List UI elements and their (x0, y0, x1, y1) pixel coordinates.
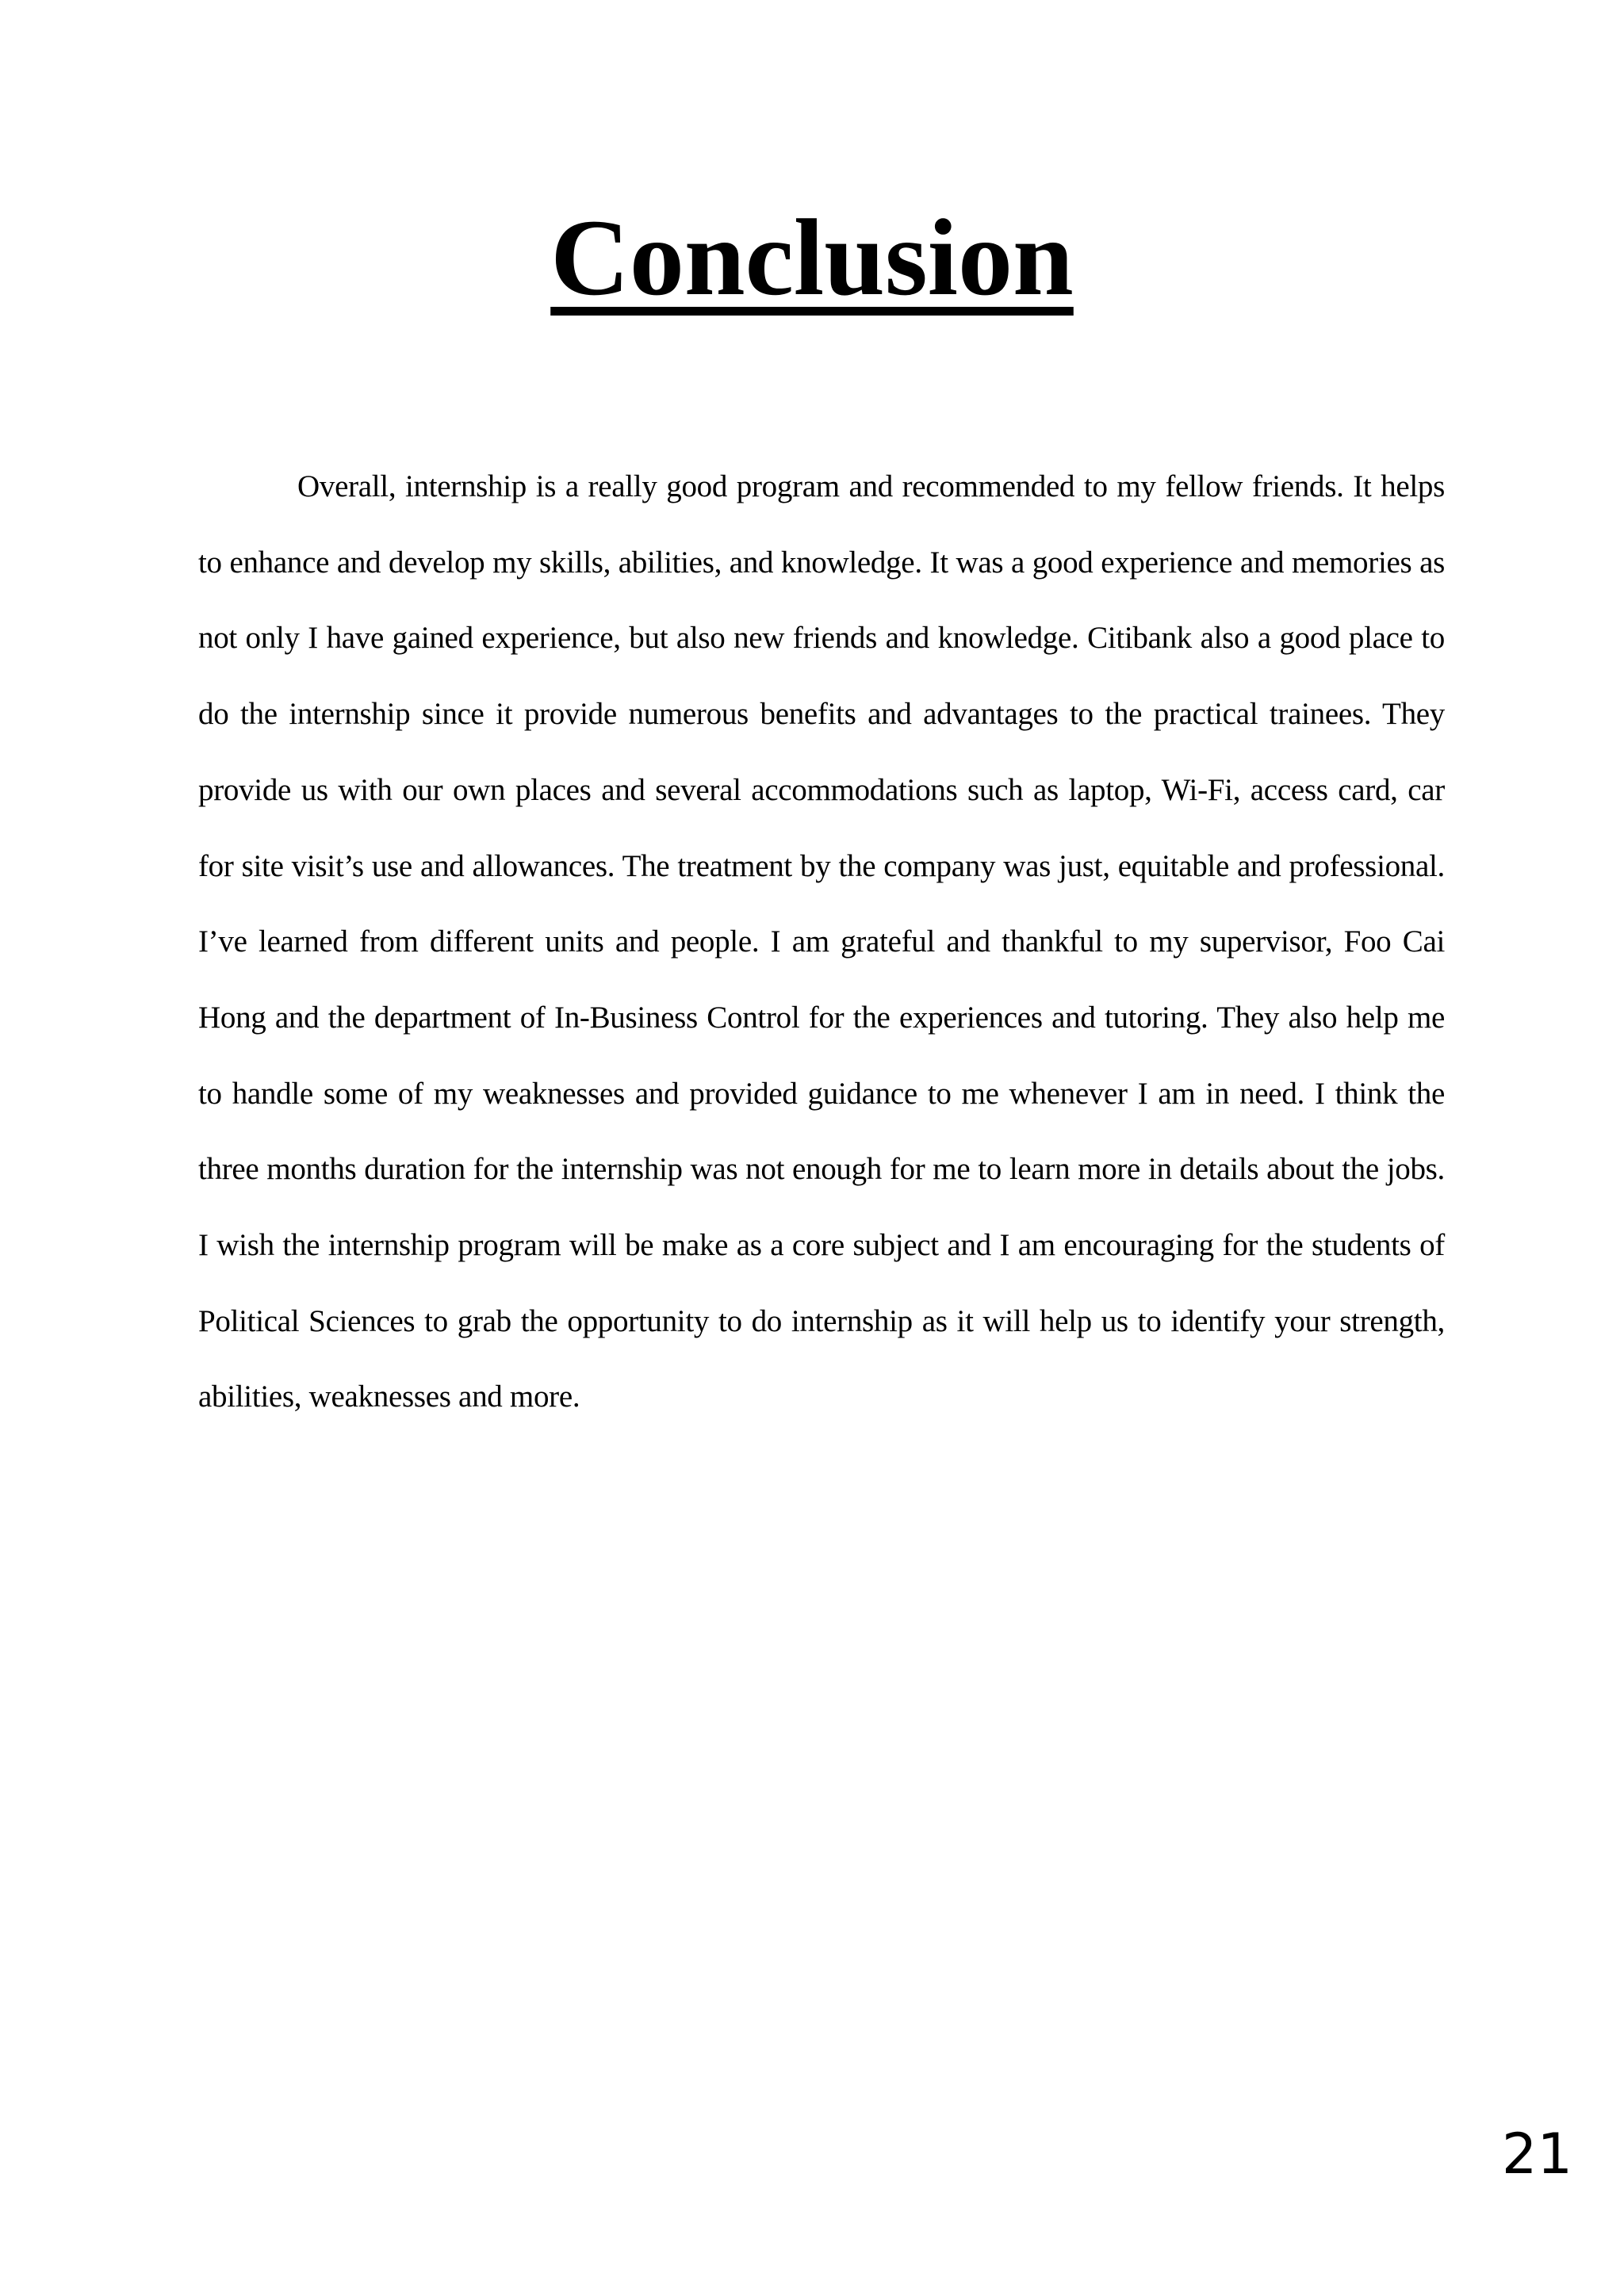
page-title-text: Conclusion (550, 197, 1074, 318)
conclusion-paragraph: Overall, internship is a really good program and recommended to my fellow friends. It helps to enhance and develop my skills, abilities, and knowledge. It was a good experience and memories as not only I have gained experience, but also new friends and knowledge. Citibank also a good place to do the internship since it provide numerous benefits and advantages to the practical trainees. They provide us with our own places and several accommodations such as laptop, Wi-Fi, access card, car for site visit’s use and allowances. The treatment by the company was just, equitable and professional. I’ve learned from different units and people. I am grateful and thankful to my supervisor, Foo Cai Hong and the department of In-Business Control for the experiences and tutoring. They also help me to handle some of my weaknesses and provided guidance to me whenever I am in need. I think the three months duration for the internship was not enough for me to learn more in details about the jobs. I wish the internship program will be make as a core subject and I am encouraging for the students of Political Sciences to grab the opportunity to do internship as it will help us to identify your strength, abilities, weaknesses and more. (198, 469, 1445, 1414)
page-number: 21 (1501, 2122, 1572, 2187)
page-title (0, 194, 1624, 321)
